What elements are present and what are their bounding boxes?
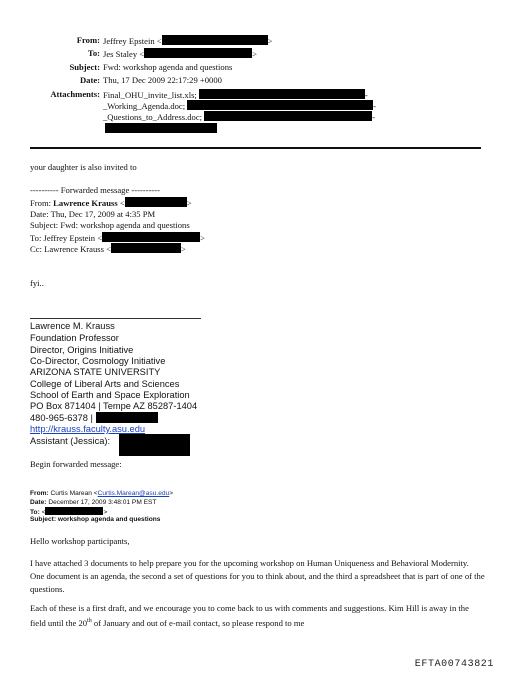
redaction — [125, 197, 187, 207]
subject-value: Fwd: workshop agenda and questions — [103, 62, 233, 72]
to-label: To: — [87, 48, 100, 58]
inner-date: Date: December 17, 2009 3:48:01 PM EST — [30, 499, 157, 506]
date-value: Thu, 17 Dec 2009 22:17:29 +0000 — [103, 75, 222, 85]
fyi-text: fyi.. — [30, 278, 44, 288]
date-label: Date: — [79, 75, 100, 85]
inner-to: To: < > — [30, 509, 108, 516]
redaction — [119, 434, 190, 456]
fwd-to: To: Jeffrey Epstein < > — [30, 233, 205, 243]
sig-assistant: Assistant (Jessica): — [30, 436, 111, 446]
begin-forwarded: Begin forwarded message: — [30, 459, 122, 469]
sig-university: ARIZONA STATE UNIVERSITY — [30, 367, 161, 377]
redaction — [204, 111, 372, 121]
fwd-date: Date: Thu, Dec 17, 2009 at 4:35 PM — [30, 209, 156, 219]
sig-school: School of Earth and Space Exploration — [30, 390, 190, 400]
redaction — [96, 412, 158, 423]
sig-name: Lawrence M. Krauss — [30, 321, 115, 331]
attachment-2: _Working_Agenda.doc; - — [103, 101, 376, 111]
sig-phone: 480-965-6378 | — [30, 412, 158, 423]
inner-from: From: Curtis Marean <Curtis.Marean@asu.edu> — [30, 490, 174, 497]
inner-from-email[interactable]: Curtis.Marean@asu.edu — [97, 490, 170, 497]
sig-address: PO Box 871404 | Tempe AZ 85287-1404 — [30, 401, 198, 411]
sig-title-2: Director, Origins Initiative — [30, 345, 134, 355]
sig-url-link[interactable]: http://krauss.faculty.asu.edu — [30, 424, 146, 434]
inner-paragraph-1: I have attached 3 documents to help prepare you for the upcoming workshop on Human Uniqueness and Behavioral Modernity. One document is an agenda, the second a set of questions for you to think about, and the third a spreadsheet that is part of one of the questions. — [30, 558, 485, 594]
inner-subject: Subject: workshop agenda and questions — [30, 516, 161, 523]
redaction — [45, 507, 103, 515]
inner-greeting: Hello workshop participants, — [30, 536, 130, 546]
sig-title-3: Co-Director, Cosmology Initiative — [30, 356, 166, 366]
subject-label: Subject: — [69, 62, 100, 72]
document-id: EFTA00743821 — [414, 659, 494, 670]
attachments-label: Attachments: — [50, 89, 100, 99]
redaction — [102, 232, 200, 242]
inner-paragraph-2: Each of these is a first draft, and we encourage you to come back to us with comments and suggestions. Kim Hill is away in the field until the 20th of January and out of e-mail contact, so please respond to me — [30, 603, 469, 628]
to-value: Jes Staley < > — [103, 49, 257, 59]
redaction — [199, 89, 365, 99]
redaction — [105, 123, 217, 133]
redaction — [111, 243, 181, 253]
redaction — [162, 35, 268, 45]
redaction — [144, 48, 252, 58]
from-value: Jeffrey Epstein < > — [103, 36, 273, 46]
sig-title-1: Foundation Professor — [30, 333, 119, 343]
signature-divider — [30, 318, 201, 319]
attachment-1: Final_OHU_invite_list.xls; - — [103, 90, 368, 100]
sig-url-line — [30, 424, 145, 434]
redaction — [187, 100, 373, 110]
fwd-from: From: Lawrence Krauss < > — [30, 198, 192, 208]
fwd-subject: Subject: Fwd: workshop agenda and questions — [30, 220, 190, 230]
header-divider — [30, 147, 481, 149]
from-label: From: — [76, 35, 100, 45]
attachment-3: _Questions_to_Address.doc; - — [103, 112, 375, 122]
sig-college: College of Liberal Arts and Sciences — [30, 379, 180, 389]
intro-text: your daughter is also invited to — [30, 162, 137, 172]
forwarded-divider: ---------- Forwarded message ---------- — [30, 185, 161, 195]
fwd-cc: Cc: Lawrence Krauss < > — [30, 244, 186, 254]
